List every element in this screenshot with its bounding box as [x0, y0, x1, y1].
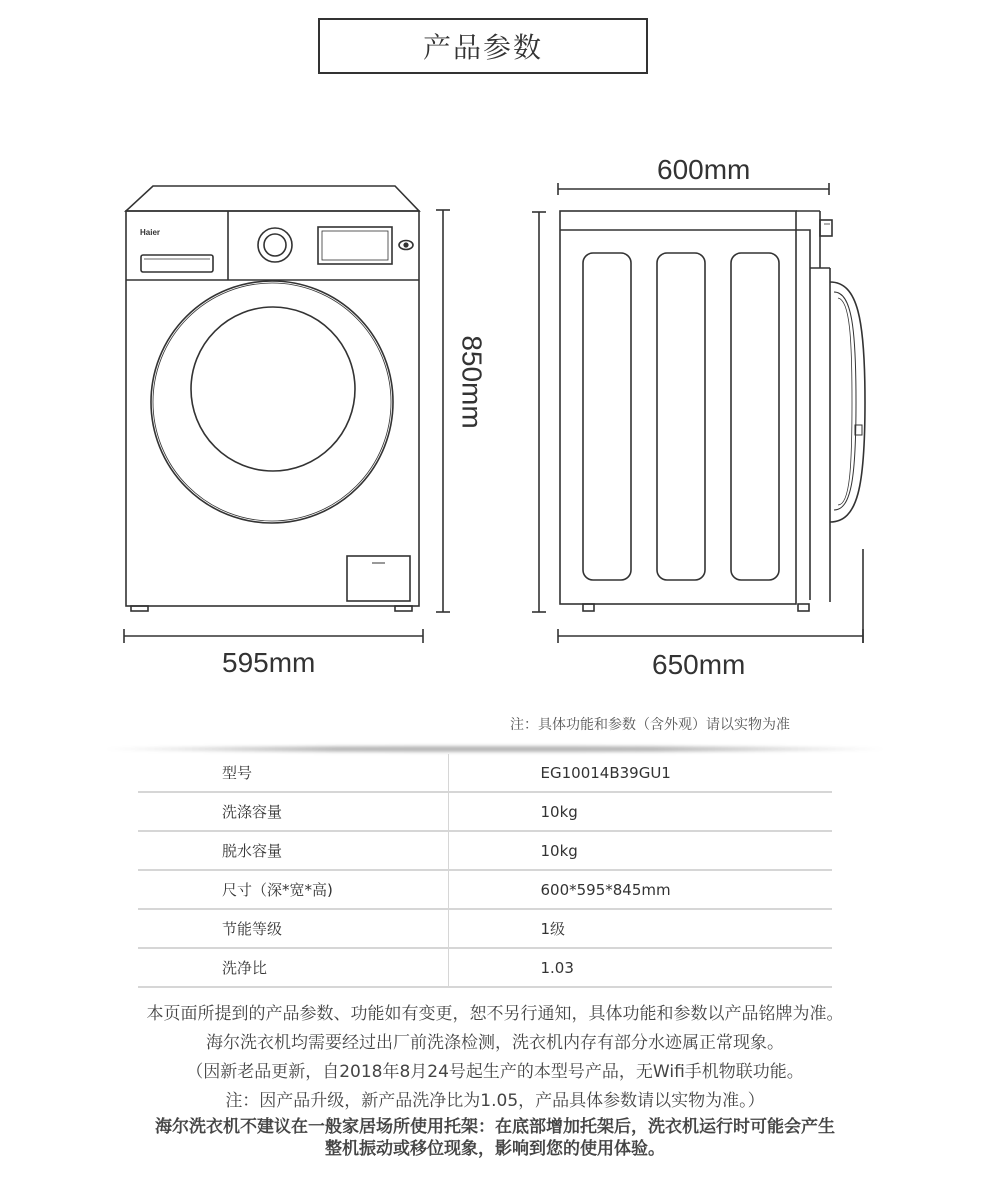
disclaimer-line: 注：因产品升级，新产品洗净比为1.05，产品具体参数请以实物为准。）	[225, 1091, 765, 1111]
front-width-label: 595mm	[222, 647, 316, 678]
spec-value: 600*595*845mm	[448, 870, 832, 909]
front-dimension-lines	[124, 210, 450, 643]
table-row	[138, 909, 832, 948]
height-label: 850mm	[456, 335, 488, 429]
table-row	[138, 870, 832, 909]
depth-label: 650mm	[652, 649, 746, 680]
spec-value: 1级	[448, 909, 832, 948]
table-row	[138, 831, 832, 870]
spec-key: 洗净比	[138, 948, 448, 987]
disclaimer-line: 海尔洗衣机均需要经过出厂前洗涤检测，洗衣机内存有部分水迹属正常现象。	[206, 1033, 784, 1053]
page-title: 产品参数	[318, 18, 648, 74]
spec-key: 脱水容量	[138, 831, 448, 870]
spec-key: 尺寸（深*宽*高)	[138, 870, 448, 909]
spec-table	[138, 754, 832, 988]
disclaimer-line: （因新老品更新，自2018年8月24号起生产的本型号产品，无Wifi手机物联功能。	[186, 1062, 804, 1082]
spec-key: 节能等级	[138, 909, 448, 948]
spec-value: EG10014B39GU1	[448, 754, 832, 792]
spec-key: 洗涤容量	[138, 792, 448, 831]
side-view	[532, 183, 865, 643]
top-width-label: 600mm	[657, 154, 751, 185]
front-view	[126, 186, 419, 611]
section-divider	[100, 746, 890, 752]
bracket-warning-line: 整机振动或移位现象，影响到您的使用体验。	[325, 1139, 665, 1159]
spec-value: 1.03	[448, 948, 832, 987]
disclaimer-block	[0, 1000, 990, 1160]
table-row	[138, 754, 832, 792]
spec-value: 10kg	[448, 792, 832, 831]
disclaimer-line: 本页面所提到的产品参数、功能如有变更，恕不另行通知，具体功能和参数以产品铭牌为准。	[146, 1004, 844, 1024]
bracket-warning-line: 海尔洗衣机不建议在一般家居场所使用托架：在底部增加托架后，洗衣机运行时可能会产生	[155, 1117, 835, 1137]
appearance-note: 注：具体功能和参数（含外观）请以实物为准	[510, 717, 790, 733]
brand-logo-text: Haier	[140, 228, 161, 237]
spec-key: 型号	[138, 754, 448, 792]
table-row	[138, 792, 832, 831]
spec-value: 10kg	[448, 831, 832, 870]
table-row	[138, 948, 832, 987]
